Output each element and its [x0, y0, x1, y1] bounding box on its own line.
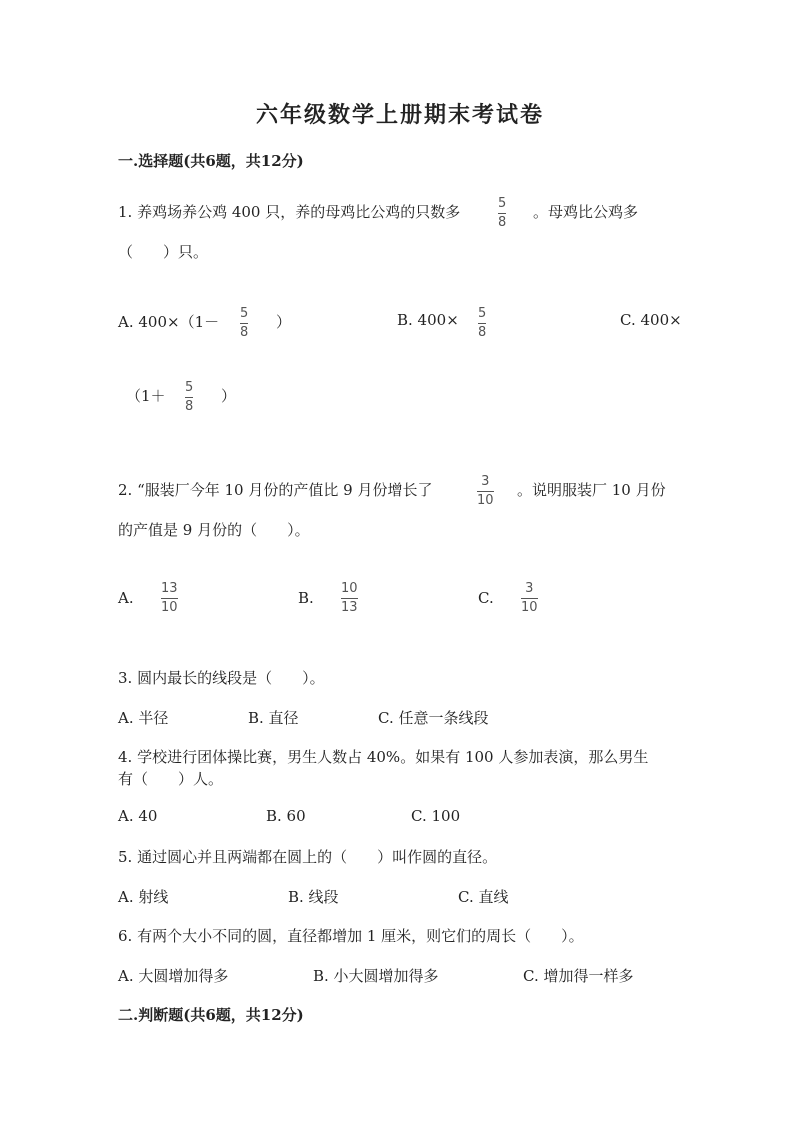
q5-option-b: B. 线段	[288, 888, 339, 906]
q5-option-c: C. 直线	[458, 888, 509, 906]
q1-option-a-denominator: 8	[240, 325, 249, 340]
q2-option-c-label: C.	[478, 589, 494, 607]
q3-option-a: A. 半径	[118, 709, 169, 727]
q5-stem: 5. 通过圆心并且两端都在圆上的（ ）叫作圆的直径。	[118, 848, 498, 866]
q4-option-c: C. 100	[411, 807, 461, 825]
q1-option-c-text: C. 400×	[620, 311, 682, 329]
q3-stem: 3. 圆内最长的线段是（ ）。	[118, 669, 325, 687]
q1-option-a-fraction	[240, 307, 248, 339]
q1-fraction-numerator: 5	[498, 196, 507, 211]
q1-fraction-denominator: 8	[498, 215, 507, 230]
q1-option-a-text: A. 400×（1－	[118, 313, 220, 331]
q1-option-b-fraction	[478, 307, 486, 339]
q2-option-c-fraction	[521, 582, 538, 614]
q1-option-b-numerator: 5	[478, 306, 487, 321]
q6-stem: 6. 有两个大小不同的圆，直径都增加 1 厘米，则它们的周长（ ）。	[118, 927, 584, 945]
q6-option-c: C. 增加得一样多	[523, 967, 634, 985]
q1-stem-line1: 1. 养鸡场养公鸡 400 只，养的母鸡比公鸡的只数多	[118, 203, 461, 221]
q1-option-c-continued: （1＋	[126, 387, 166, 405]
section-2-heading: 二.判断题(共6题，共12分)	[118, 1006, 304, 1024]
q4-stem-line1: 4. 学校进行团体操比赛，男生人数占 40%。如果有 100 人参加表演，那么男生	[118, 748, 649, 766]
q1-option-b-denominator: 8	[478, 325, 487, 340]
q2-stem-line1: 2. “服装厂今年 10 月份的产值比 9 月份增长了	[118, 481, 433, 499]
q1-option-c-close: ）	[221, 387, 237, 405]
q2-fraction	[477, 475, 494, 507]
q1-option-c-fraction	[185, 381, 193, 413]
q2-stem-line2: 的产值是 9 月份的（ ）。	[118, 521, 310, 539]
q1-option-b-text: B. 400×	[397, 311, 459, 329]
q6-option-a: A. 大圆增加得多	[118, 967, 229, 985]
q4-option-a: A. 40	[118, 807, 158, 825]
q2-option-b-label: B.	[298, 589, 314, 607]
q2-fraction-numerator: 3	[481, 474, 490, 489]
q2-option-b-denominator: 13	[341, 600, 358, 615]
q1-stem-line1-end: 。母鸡比公鸡多	[533, 203, 639, 221]
q5-option-a: A. 射线	[118, 888, 169, 906]
q2-fraction-denominator: 10	[477, 493, 494, 508]
q1-option-c-numerator: 5	[185, 380, 194, 395]
q2-option-a-fraction	[161, 582, 178, 614]
q1-option-c-denominator: 8	[185, 399, 194, 414]
q2-option-a-denominator: 10	[161, 600, 178, 615]
q2-option-b-numerator: 10	[341, 581, 358, 596]
q3-option-b: B. 直径	[248, 709, 299, 727]
q2-option-b-fraction	[341, 582, 358, 614]
q2-option-c-denominator: 10	[521, 600, 538, 615]
q2-option-c-numerator: 3	[525, 581, 534, 596]
q2-stem-line1-end: 。说明服装厂 10 月份	[517, 481, 666, 499]
page-title: 六年级数学上册期末考试卷	[255, 102, 544, 128]
q1-stem-line2: （ ）只。	[118, 243, 209, 261]
q4-option-b: B. 60	[266, 807, 306, 825]
q1-option-a-numerator: 5	[240, 306, 249, 321]
q1-option-a-close: ）	[276, 313, 292, 331]
q4-stem-line2: 有（ ）人。	[118, 770, 224, 788]
q1-fraction	[498, 197, 506, 229]
section-1-heading: 一.选择题(共6题，共12分)	[118, 152, 304, 170]
q2-option-a-numerator: 13	[161, 581, 178, 596]
q6-option-b: B. 小大圆增加得多	[313, 967, 439, 985]
q3-option-c: C. 任意一条线段	[378, 709, 489, 727]
q2-option-a-label: A.	[118, 589, 134, 607]
